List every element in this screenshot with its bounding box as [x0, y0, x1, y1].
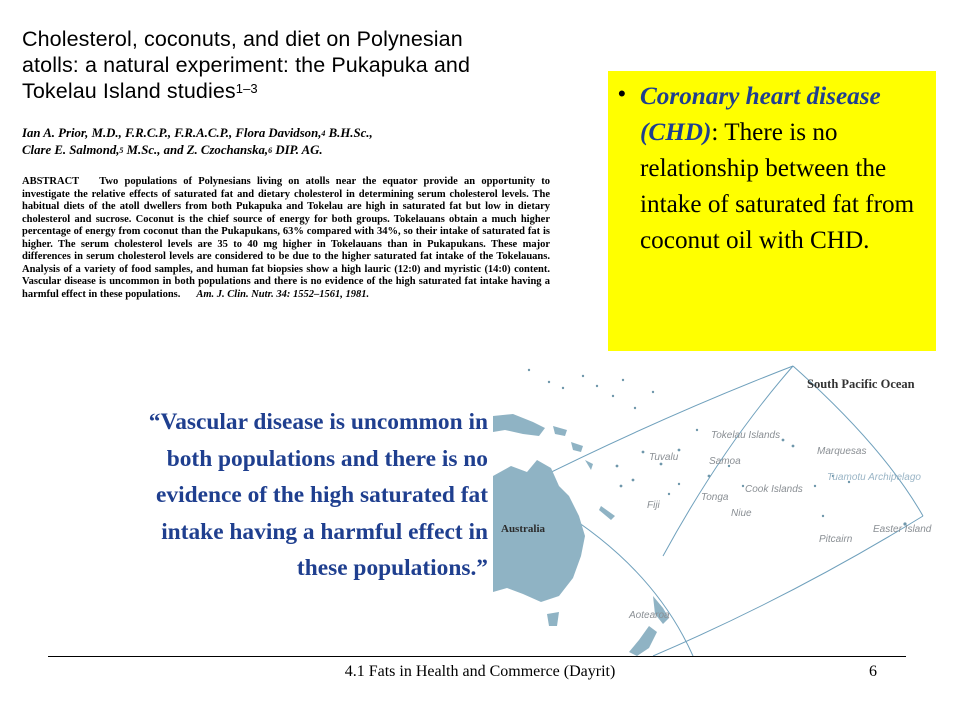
south-pacific-map — [493, 356, 948, 656]
paper-abstract — [22, 176, 550, 301]
authors-footnote-4: 4 — [321, 129, 326, 138]
authors-line-1b: B.H.Sc., — [325, 126, 373, 140]
map-label-marquesas: Marquesas — [817, 446, 867, 457]
footer-title: 4.1 Fats in Health and Commerce (Dayrit) — [344, 663, 616, 680]
map-label-australia: Australia — [501, 523, 545, 535]
map-label-easter-island: Easter Island — [873, 524, 932, 535]
map-graphic — [493, 356, 948, 656]
paper-title-line-1: Cholesterol, coconuts, and diet on Polynesian — [22, 27, 463, 51]
tasmania-landmass — [547, 612, 559, 626]
map-label-tuamotu: Tuamotu Archipelago — [827, 472, 921, 483]
paper-title-line-3: Tokelau Island studies — [22, 79, 236, 103]
map-label-niue: Niue — [731, 508, 752, 519]
authors-line-2c: DIP. AG. — [272, 143, 323, 157]
callout-emphasis: Coronary heart disease (CHD) — [640, 83, 881, 146]
authors-line-2a: Clare E. Salmond, — [22, 143, 120, 157]
footer-divider — [48, 656, 906, 657]
paper-title-line-2: atolls: a natural experiment: the Pukapuka and — [22, 53, 471, 77]
paper-title-footnote: 1–3 — [235, 81, 258, 96]
callout-body: : There is no relationship between the intake of saturated fat from coconut oil with CHD. — [640, 119, 915, 254]
polynesian-triangle — [523, 366, 923, 656]
new-zealand-landmass — [629, 596, 669, 656]
map-label-tokelau: Tokelau Islands — [711, 430, 781, 441]
map-label-pitcairn: Pitcairn — [819, 534, 853, 545]
paper-title — [22, 26, 612, 104]
new-caledonia-landmass — [599, 506, 615, 520]
quote-line-2: both populations and there is no — [166, 445, 488, 472]
quote-line-5: these populations.” — [296, 555, 488, 581]
abstract-citation: Am. J. Clin. Nutr. 34: 1552–1561, 1981. — [196, 288, 370, 300]
map-label-fiji: Fiji — [647, 500, 660, 511]
quote-line-1: “Vascular disease is uncommon in — [148, 409, 488, 435]
callout-text — [640, 79, 928, 259]
authors-footnote-5: 5 — [119, 146, 124, 155]
map-label-tuvalu: Tuvalu — [649, 452, 679, 463]
map-label-tonga: Tonga — [701, 492, 729, 503]
page-number: 6 — [869, 663, 877, 680]
authors-footnote-6: 6 — [268, 146, 273, 155]
map-label-aotearoa: Aotearoa — [629, 610, 670, 621]
chd-callout — [608, 71, 936, 351]
bullet: • — [618, 81, 626, 106]
quote-line-4: intake having a harmful effect in — [161, 518, 488, 545]
paper-authors — [22, 125, 612, 159]
quote-line-3: evidence of the high saturated fat — [156, 482, 488, 508]
abstract-label: ABSTRACT — [22, 176, 80, 187]
map-title: South Pacific Ocean — [807, 377, 915, 391]
abstract-body: Two populations of Polynesians living on atolls near the equator provide an opportunity to investigate the relative effects of saturated fat and dietary cholesterol in determining serum cholesterol levels. The habitual diets of the atoll dwellers from both Pukapuka and Tokelau are high in saturated fat but low in dietary cholesterol and sucrose. Coconut is the chief source of energy for both groups. Tokelauans obtain a much higher percentage of energy from coconut than the Pukapukans, 63% compared with 34%, so their intake of saturated fat is higher. The serum cholesterol levels are 35 to 40 mg higher in Tokelauans than in Pukapukans. These major differences in serum cholesterol levels are considered to be due to the higher saturated fat intake of the Tokelauans. Analysis of a variety of food samples, and human fat biopsies show a high lauric (12:0) and myristic (14:0) content. Vascular disease is uncommon in both populations and there is no evidence of the high saturated fat intake having a harmful effect in these populations. — [22, 176, 550, 300]
map-label-samoa: Samoa — [709, 456, 741, 467]
authors-line-1a: Ian A. Prior, M.D., F.R.C.P., F.R.A.C.P., Flora Davidson, — [22, 126, 322, 140]
vascular-disease-quote — [36, 404, 488, 587]
authors-line-2b: M.Sc., and Z. Czochanska, — [123, 143, 269, 157]
map-label-cook-islands: Cook Islands — [745, 484, 803, 495]
melanesia-landmass — [493, 414, 593, 470]
paper-excerpt — [22, 26, 612, 371]
